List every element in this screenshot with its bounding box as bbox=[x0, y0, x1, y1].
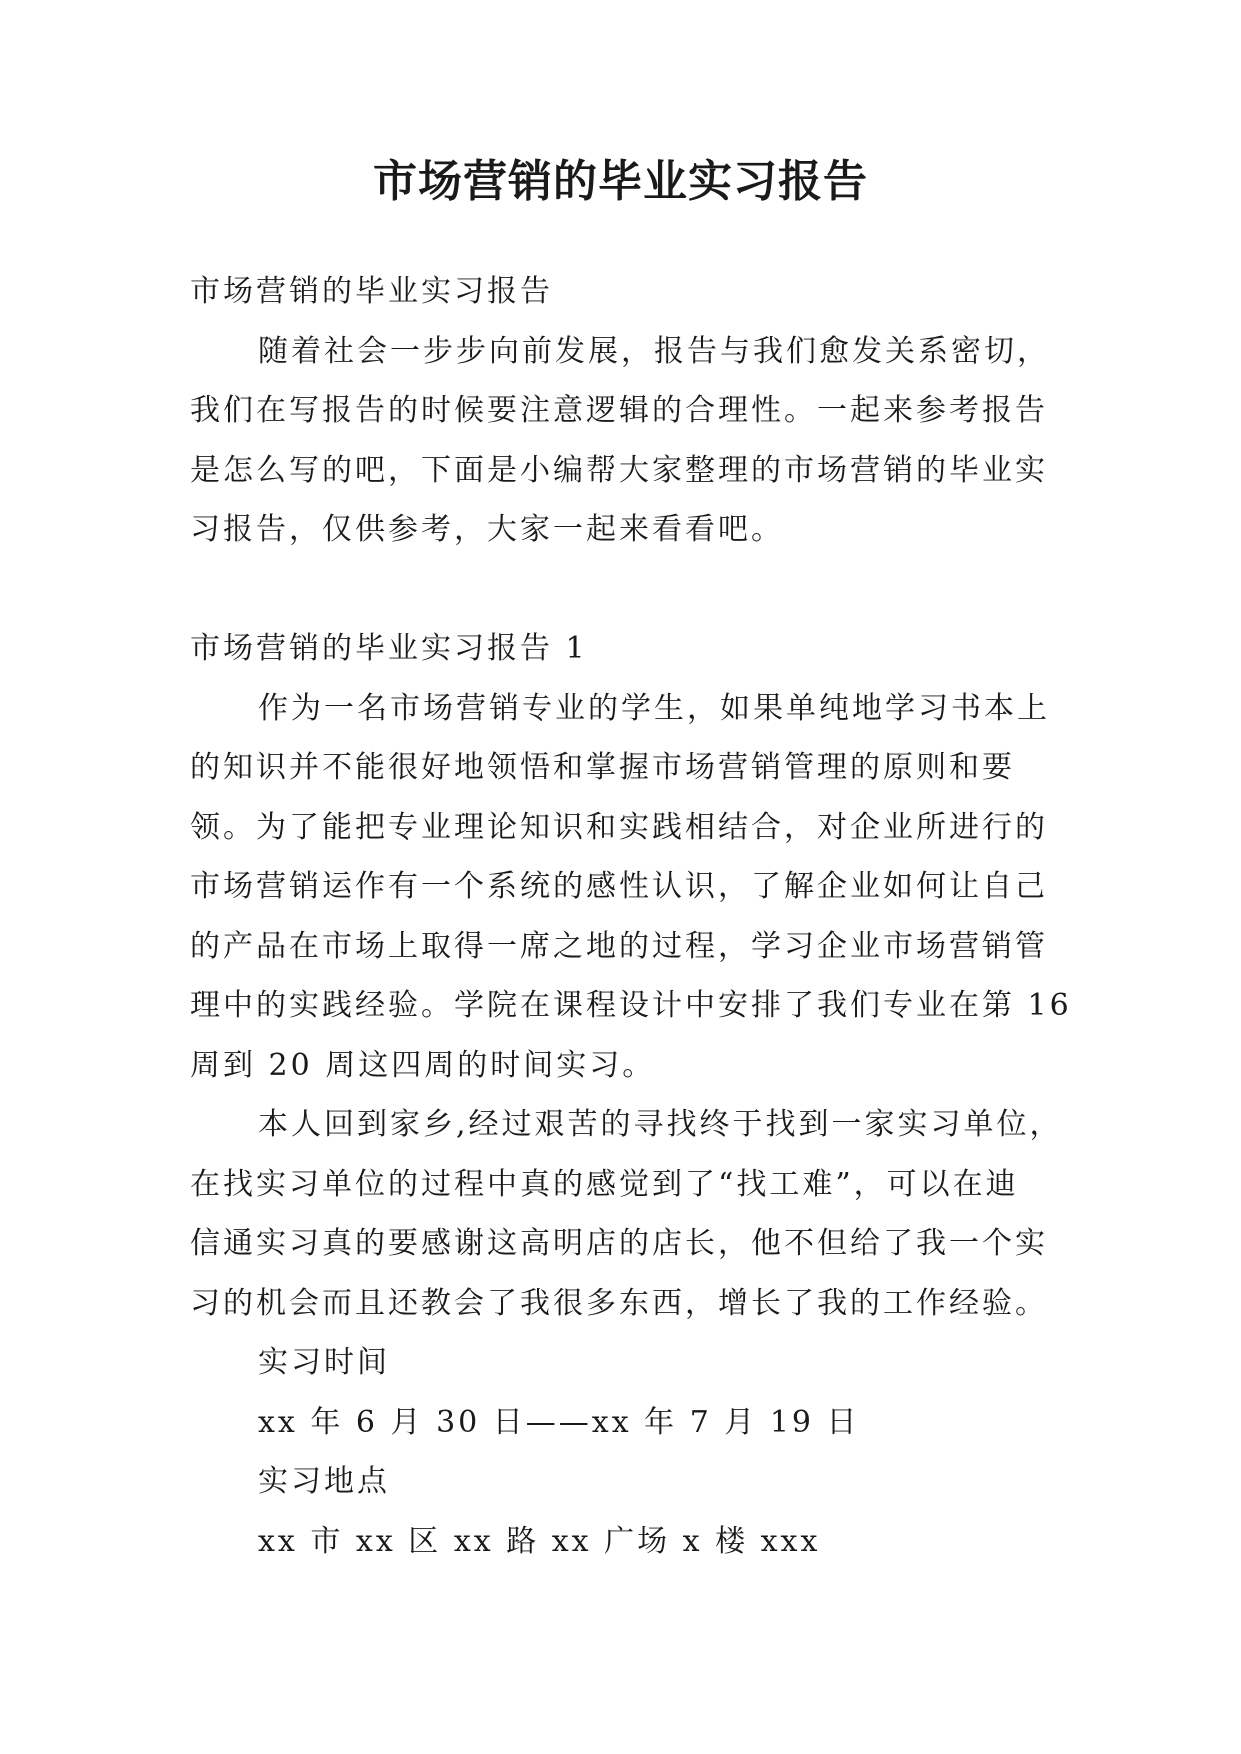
section1-p2-line-4: 习的机会而且还教会了我很多东西，增长了我的工作经验。 bbox=[190, 1285, 1048, 1321]
section1-p1-line-6: 理中的实践经验。学院在课程设计中安排了我们专业在第 16 bbox=[190, 988, 1072, 1023]
internship-time-value: xx 年 6 月 30 日——xx 年 7 月 19 日 bbox=[258, 1404, 860, 1440]
section1-p1-line-1: 作为一名市场营销专业的学生，如果单纯地学习书本上 bbox=[258, 690, 1050, 726]
section1-p1-line-5: 的产品在市场上取得一席之地的过程，学习企业市场营销管 bbox=[190, 928, 1048, 964]
intro-line-3: 是怎么写的吧，下面是小编帮大家整理的市场营销的毕业实 bbox=[190, 452, 1048, 488]
paragraph-spacer bbox=[190, 560, 1054, 620]
intro-line-2: 我们在写报告的时候要注意逻辑的合理性。一起来参考报告 bbox=[190, 393, 1048, 428]
section1-heading: 市场营销的毕业实习报告 1 bbox=[190, 631, 588, 666]
document-body bbox=[190, 262, 1072, 1571]
document-title: 市场营销的毕业实习报告 bbox=[373, 156, 868, 207]
internship-place-value: xx 市 xx 区 xx 路 xx 广场 x 楼 xxx bbox=[258, 1523, 821, 1559]
section1-p2-line-3: 信通实习真的要感谢这高明店的店长，他不但给了我一个实 bbox=[190, 1226, 1048, 1261]
intro-heading: 市场营销的毕业实习报告 bbox=[190, 274, 553, 309]
section1-p2-line-1: 本人回到家乡,经过艰苦的寻找终于找到一家实习单位， bbox=[258, 1107, 1063, 1142]
section1-p1-line-4: 市场营销运作有一个系统的感性认识，了解企业如何让自己 bbox=[190, 869, 1048, 904]
section1-p1-line-2: 的知识并不能很好地领悟和掌握市场营销管理的原则和要 bbox=[190, 750, 1015, 785]
section1-p1-line-3: 领。为了能把专业理论知识和实践相结合，对企业所进行的 bbox=[190, 809, 1048, 845]
internship-place-label: 实习地点 bbox=[258, 1464, 390, 1499]
internship-time-label: 实习时间 bbox=[258, 1345, 390, 1380]
intro-line-1: 随着社会一步步向前发展，报告与我们愈发关系密切， bbox=[258, 333, 1050, 369]
intro-line-4: 习报告，仅供参考，大家一起来看看吧。 bbox=[190, 512, 784, 547]
section1-p2-line-2: 在找实习单位的过程中真的感觉到了“找工难”，可以在迪 bbox=[190, 1166, 1019, 1202]
section1-p1-line-7: 周到 20 周这四周的时间实习。 bbox=[190, 1047, 656, 1083]
